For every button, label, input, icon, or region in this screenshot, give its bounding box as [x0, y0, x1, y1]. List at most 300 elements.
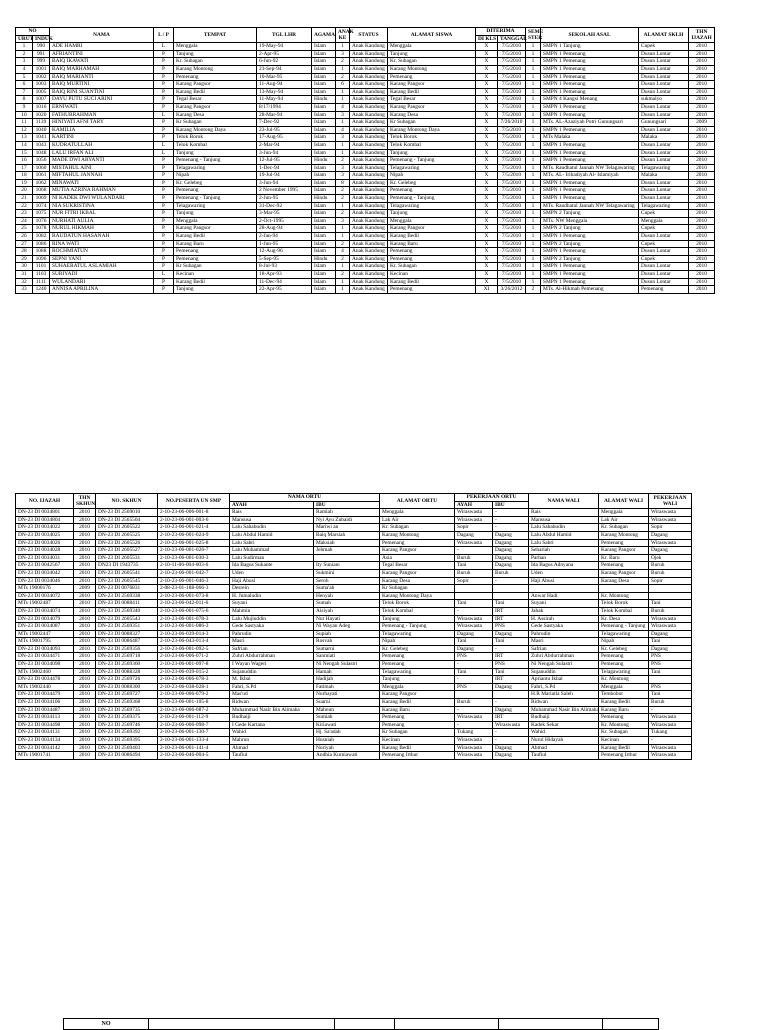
- table-cell: 2-10-23-06-001-130-7: [158, 729, 230, 737]
- table-cell: Kr Subagan: [380, 729, 455, 737]
- table-cell: 1-Jun-95: [257, 240, 312, 248]
- table-cell: MTs Malaka: [541, 134, 639, 142]
- table-cell: Kadek Sekar: [529, 721, 599, 729]
- table-cell: 1: [336, 119, 350, 127]
- table-cell: 2-10-23-06-006-078-3: [158, 676, 230, 684]
- table-cell: Lalu Muhammad: [230, 547, 314, 555]
- table-cell: Kr. Gelebeg: [388, 179, 476, 187]
- table-cell: Hadijah: [314, 676, 380, 684]
- table-cell: 1056: [33, 157, 50, 165]
- table-cell: MTs 19001741: [16, 752, 74, 760]
- table-cell: 2: [336, 73, 350, 81]
- table-cell: Lalu Abdul Hamid: [529, 531, 599, 539]
- table-cell: -: [455, 721, 493, 729]
- table-cell: Hindu: [312, 195, 336, 203]
- table-cell: Karang Pangsor: [380, 691, 455, 699]
- table-cell: 2-10-23-06-001-141-4: [158, 744, 230, 752]
- parent-row: [16, 638, 692, 646]
- table-cell: WULANDARI: [50, 278, 154, 286]
- table-cell: Pemenang: [174, 73, 257, 81]
- header-diterima: DITERIMA: [476, 28, 526, 36]
- student-row: [16, 286, 715, 294]
- table-cell: Anak Kandung: [350, 103, 388, 111]
- table-cell: 2009: [74, 585, 96, 593]
- table-cell: Kr. Subagan: [388, 58, 476, 66]
- table-cell: SMPN 1 Pemenang: [541, 149, 639, 157]
- table-cell: 7/5/2010: [498, 81, 526, 89]
- table-cell: 2-10-23-06-001-112-9: [158, 714, 230, 722]
- table-cell: I Wayan Wageri: [230, 661, 314, 669]
- table-cell: 2 November 1995: [257, 187, 312, 195]
- table-cell: Seroh: [314, 577, 380, 585]
- table-cell: 7/5/2010: [498, 172, 526, 180]
- table-cell: Anak Kandung: [350, 248, 388, 256]
- table-cell: -: [493, 699, 529, 707]
- table-cell: 2010: [74, 668, 96, 676]
- table-cell: 2010: [74, 683, 96, 691]
- table-cell: 7/5/2010: [498, 111, 526, 119]
- table-cell: H. Jumaludin: [230, 592, 314, 600]
- student-row: [16, 278, 715, 286]
- parent-row: [16, 600, 692, 608]
- table-cell: DN-23 DI 0088327: [96, 630, 158, 638]
- table-cell: SMPN 1 Pemenang: [541, 126, 639, 134]
- table-cell: SEPNI YANI: [50, 255, 154, 263]
- table-cell: 1: [526, 65, 541, 73]
- table-cell: Kr. Subagan: [174, 58, 257, 66]
- table-cell: 16: [16, 157, 33, 165]
- parent-row: [16, 653, 692, 661]
- parent-row: [16, 661, 692, 669]
- table-cell: 1040: [33, 126, 50, 134]
- blank-cell: [335, 1019, 395, 1030]
- table-cell: 28-Mar-94: [257, 111, 312, 119]
- header-alamat-ortu: ALAMAT ORTU: [380, 494, 455, 509]
- table-cell: P: [154, 233, 174, 241]
- table-cell: Karang Bedil: [174, 233, 257, 241]
- table-cell: Nurhayati: [314, 691, 380, 699]
- table-cell: 2010: [689, 50, 715, 58]
- table-cell: Telagawaring: [639, 202, 689, 210]
- table-cell: 7/5/2010: [498, 164, 526, 172]
- table-cell: Karang Pangsor: [380, 547, 455, 555]
- table-cell: Tani: [455, 638, 493, 646]
- table-cell: Dagang: [649, 645, 692, 653]
- table-cell: 2010: [74, 524, 96, 532]
- table-cell: Dagang: [493, 539, 529, 547]
- table-cell: 2010: [689, 263, 715, 271]
- table-cell: Tani: [455, 668, 493, 676]
- table-cell: 7/5/2010: [498, 240, 526, 248]
- table-cell: Anak Kandung: [350, 88, 388, 96]
- table-cell: 2010: [74, 653, 96, 661]
- table-cell: NURHATI AULIA: [50, 217, 154, 225]
- table-cell: Karang Bedil: [380, 744, 455, 752]
- table-cell: 2010: [74, 744, 96, 752]
- table-cell: Sanmiati: [314, 653, 380, 661]
- next-table-header: [63, 1018, 659, 1030]
- table-cell: 7/5/2010: [498, 255, 526, 263]
- table-cell: 3: [336, 50, 350, 58]
- table-cell: 1: [526, 248, 541, 256]
- table-cell: P: [154, 225, 174, 233]
- table-cell: Kecinan: [388, 271, 476, 279]
- student-row: [16, 88, 715, 96]
- table-cell: P: [154, 126, 174, 134]
- table-cell: -: [455, 607, 493, 615]
- table-cell: Karang Pangsor: [388, 103, 476, 111]
- table-cell: Kr. Gelebeg: [174, 179, 257, 187]
- table-cell: Dusun Lontar: [639, 149, 689, 157]
- table-cell: Lak Air: [599, 516, 649, 524]
- table-cell: Pemenang: [599, 661, 649, 669]
- table-cell: Buruh: [455, 554, 493, 562]
- table-cell: PNS: [493, 623, 529, 631]
- table-cell: P: [154, 286, 174, 294]
- table-cell: Karang Baru: [380, 706, 455, 714]
- table-cell: 28: [16, 248, 33, 256]
- table-cell: Anak Kandung: [350, 255, 388, 263]
- table-cell: 7/5/2010: [498, 103, 526, 111]
- header-agama: AGAMA: [312, 28, 336, 43]
- table-cell: MTs 19002447: [16, 630, 74, 638]
- student-row: [16, 141, 715, 149]
- table-cell: 1: [526, 73, 541, 81]
- table-cell: 1: [526, 119, 541, 127]
- table-cell: BAIQ RINI SUANTINI: [50, 88, 154, 96]
- table-cell: Dagang: [493, 562, 529, 570]
- table-cell: 2: [336, 195, 350, 203]
- table-cell: DN-23 DI 0034487: [16, 706, 74, 714]
- table-cell: 4: [336, 103, 350, 111]
- table-cell: 2010: [74, 645, 96, 653]
- table-cell: SMPN 2 Tanjung: [541, 255, 639, 263]
- table-cell: [455, 585, 493, 593]
- table-cell: 2: [16, 50, 33, 58]
- table-cell: 3: [16, 58, 33, 66]
- table-cell: 1: [16, 43, 33, 51]
- table-cell: Tegal Besar: [174, 96, 257, 104]
- table-cell: 2010: [689, 187, 715, 195]
- table-cell: P: [154, 187, 174, 195]
- table-cell: 3: [336, 217, 350, 225]
- table-cell: P: [154, 255, 174, 263]
- table-cell: Fahri, S.Pd: [529, 683, 599, 691]
- table-cell: P: [154, 134, 174, 142]
- table-cell: DN-23 DI 0088328: [96, 668, 158, 676]
- table-cell: DN-23 DI 0034479: [16, 691, 74, 699]
- table-cell: X: [476, 233, 498, 241]
- table-cell: Karang Baru: [599, 706, 649, 714]
- table-cell: 2-Oct-1995: [257, 217, 312, 225]
- student-row: [16, 126, 715, 134]
- table-cell: Islam: [312, 58, 336, 66]
- table-cell: Karang Bedil: [599, 744, 649, 752]
- table-cell: 7/5/2010: [498, 248, 526, 256]
- student-row: [16, 149, 715, 157]
- table-cell: KUDRATULLAH: [50, 141, 154, 149]
- table-cell: 1: [526, 96, 541, 104]
- table-cell: Mahrun: [230, 737, 314, 745]
- table-cell: Tukang: [649, 729, 692, 737]
- table-cell: DN-23 DI 0034031: [16, 554, 74, 562]
- table-cell: Karang Pangsor: [174, 103, 257, 111]
- table-cell: Zuhri Abdurrahman: [529, 653, 599, 661]
- table-cell: 2010: [74, 729, 96, 737]
- table-cell: SMPN 1 Pemenang: [541, 58, 639, 66]
- table-cell: 1048: [33, 149, 50, 157]
- parent-row: [16, 554, 692, 562]
- table-cell: 2-10-23-06-001-073-8: [158, 592, 230, 600]
- table-cell: Pemenang - Tanjung: [174, 157, 257, 165]
- table-cell: Menggala: [388, 217, 476, 225]
- table-cell: Anak Kandung: [350, 187, 388, 195]
- table-cell: Uden: [529, 569, 599, 577]
- table-cell: PNS: [649, 661, 692, 669]
- table-cell: Islam: [312, 73, 336, 81]
- table-cell: 1076: [33, 217, 50, 225]
- table-cell: Dusun Lontar: [639, 278, 689, 286]
- table-cell: [493, 585, 529, 593]
- table-cell: 1005: [33, 88, 50, 96]
- table-cell: Islam: [312, 225, 336, 233]
- table-cell: Tani: [493, 638, 529, 646]
- table-cell: Kr Subagan: [174, 263, 257, 271]
- table-cell: 1062: [33, 179, 50, 187]
- table-cell: Anak Kandung: [350, 278, 388, 286]
- table-cell: MTs 19002440: [16, 683, 74, 691]
- table-cell: Cupek: [639, 255, 689, 263]
- table-cell: Ojek: [649, 554, 692, 562]
- table-cell: DN-23 DI 2605531: [96, 554, 158, 562]
- table-cell: 9: [16, 103, 33, 111]
- table-cell: 7/5/2010: [498, 134, 526, 142]
- table-cell: DN-23 DI 0034026: [16, 539, 74, 547]
- table-cell: 2010: [689, 195, 715, 203]
- table-cell: 1007: [33, 96, 50, 104]
- table-cell: DN-23 DI 2569403: [96, 744, 158, 752]
- table-cell: Safrian: [230, 645, 314, 653]
- header-semester: SEME STER: [526, 28, 541, 43]
- table-cell: Cupek: [639, 43, 689, 51]
- table-cell: MTs. NW Menggala: [541, 217, 639, 225]
- table-cell: Tanjung: [174, 149, 257, 157]
- student-row: [16, 210, 715, 218]
- table-cell: X: [476, 149, 498, 157]
- table-cell: Pemenang: [380, 714, 455, 722]
- parent-row: [16, 706, 692, 714]
- table-cell: X: [476, 187, 498, 195]
- table-cell: Karang Montong: [388, 65, 476, 73]
- table-cell: Karang Montong: [380, 531, 455, 539]
- table-cell: 7/5/2010: [498, 58, 526, 66]
- student-row: [16, 225, 715, 233]
- student-row: [16, 263, 715, 271]
- table-cell: 1: [336, 149, 350, 157]
- table-cell: 2010: [74, 721, 96, 729]
- table-cell: 7/5/2010: [498, 141, 526, 149]
- table-cell: 3-Jun-94: [257, 179, 312, 187]
- table-cell: 1: [526, 278, 541, 286]
- table-cell: DN-23 DI 0034804: [16, 516, 74, 524]
- table-cell: MISTAHUL AINI: [50, 164, 154, 172]
- parent-table-body: [16, 509, 692, 760]
- table-cell: 4: [16, 65, 33, 73]
- table-cell: Pemenang: [174, 187, 257, 195]
- table-cell: Pemenang: [599, 714, 649, 722]
- table-cell: DN-23 DI 2569351: [96, 623, 158, 631]
- table-cell: Lalu Sabri: [230, 539, 314, 547]
- table-cell: DN-23 DI 0034074: [16, 607, 74, 615]
- table-cell: DN-23 DI 0034134: [16, 737, 74, 745]
- table-cell: Asia: [380, 554, 455, 562]
- table-cell: 23: [16, 210, 33, 218]
- table-cell: Islam: [312, 263, 336, 271]
- table-cell: DN-23 DI 0034142: [16, 744, 74, 752]
- table-cell: 2010: [689, 255, 715, 263]
- student-row: [16, 96, 715, 104]
- table-cell: Pemenang - Tanjung: [388, 157, 476, 165]
- table-cell: SMPN 1 Pemenang: [541, 179, 639, 187]
- table-cell: [493, 592, 529, 600]
- table-cell: DN23 DI 1943735: [96, 562, 158, 570]
- table-cell: Islam: [312, 240, 336, 248]
- table-cell: SMPN 2 Tanjung: [541, 240, 639, 248]
- header-nama-wali: NAMA WALI: [529, 494, 599, 509]
- table-cell: Islam: [312, 50, 336, 58]
- parent-row: [16, 577, 692, 585]
- table-cell: 2010: [689, 172, 715, 180]
- table-cell: 15: [16, 149, 33, 157]
- table-cell: Dagang: [649, 630, 692, 638]
- table-cell: 11-Aug-94: [257, 81, 312, 89]
- table-cell: Pahrudin: [529, 630, 599, 638]
- table-cell: Sopir: [649, 577, 692, 585]
- parent-row: [16, 531, 692, 539]
- table-cell: 1: [336, 141, 350, 149]
- table-cell: Anak Kandung: [350, 286, 388, 294]
- table-cell: Kecinan: [380, 737, 455, 745]
- table-cell: 13-May-94: [257, 88, 312, 96]
- table-cell: RINA WATI: [50, 240, 154, 248]
- table-cell: 2010: [689, 202, 715, 210]
- table-cell: 1: [526, 263, 541, 271]
- table-cell: Wiraswasta: [455, 737, 493, 745]
- table-cell: DN-23 DI 0034028: [16, 547, 74, 555]
- table-cell: Taufiul: [529, 752, 599, 760]
- table-cell: MADE DWI ARYANTI: [50, 157, 154, 165]
- table-cell: 1002: [33, 73, 50, 81]
- parent-row: [16, 691, 692, 699]
- table-cell: [314, 554, 380, 562]
- table-cell: 8: [16, 96, 33, 104]
- table-cell: Dusun Lontar: [639, 65, 689, 73]
- table-cell: Anak Kandung: [350, 96, 388, 104]
- table-cell: 2010: [74, 714, 96, 722]
- table-cell: Anak Kandung: [350, 179, 388, 187]
- parent-row: [16, 744, 692, 752]
- table-cell: Ramlah: [314, 509, 380, 517]
- table-cell: Telok Borok: [380, 600, 455, 608]
- table-cell: Karang Baru: [174, 240, 257, 248]
- table-cell: Kiriawati: [314, 721, 380, 729]
- table-cell: 19-May-94: [257, 43, 312, 51]
- table-cell: Mariwi an: [314, 524, 380, 532]
- table-cell: IRT: [493, 714, 529, 722]
- table-cell: P: [154, 58, 174, 66]
- table-cell: 2: [336, 271, 350, 279]
- table-cell: Kr. Subagan: [599, 524, 649, 532]
- table-cell: Lalu Sahabudin: [230, 524, 314, 532]
- table-cell: 1060: [33, 164, 50, 172]
- table-cell: Tanjung: [388, 50, 476, 58]
- table-cell: Lalu Sahabudin: [529, 524, 599, 532]
- table-cell: SMPN 1 Pemenang: [541, 263, 639, 271]
- table-cell: 2-10-23-06-042-011-6: [158, 600, 230, 608]
- table-cell: 1: [526, 134, 541, 142]
- table-cell: 1020: [33, 111, 50, 119]
- table-cell: 1061: [33, 172, 50, 180]
- table-cell: 2: [336, 240, 350, 248]
- table-cell: Budhaiji: [529, 714, 599, 722]
- table-cell: DN-23 DI 2569392: [96, 729, 158, 737]
- table-cell: Anak Kandung: [350, 172, 388, 180]
- table-cell: DN-23 DI 0034093: [16, 645, 74, 653]
- table-cell: SMPN 1 Pemenang: [541, 278, 639, 286]
- table-cell: Dagang: [493, 630, 529, 638]
- table-cell: Ni Wayan Adeg: [314, 623, 380, 631]
- table-cell: -: [493, 577, 529, 585]
- table-cell: Anak Kandung: [350, 58, 388, 66]
- table-cell: DN-23 DI 2569375: [96, 714, 158, 722]
- table-cell: 1088: [33, 248, 50, 256]
- table-cell: Anak Kandung: [350, 81, 388, 89]
- table-cell: Karang Desa: [388, 111, 476, 119]
- table-cell: 30: [16, 263, 33, 271]
- table-cell: DN-23 DI 2569395: [96, 737, 158, 745]
- table-cell: SMPN 1 Pemenang: [541, 195, 639, 203]
- table-cell: NI KADEK DWI WULANDARI: [50, 195, 154, 203]
- table-cell: 2-10-23-06-006-071-2: [158, 653, 230, 661]
- table-cell: 2010: [689, 73, 715, 81]
- table-cell: M. Ikbal: [230, 676, 314, 684]
- table-cell: Islam: [312, 119, 336, 127]
- table-cell: 4: [336, 248, 350, 256]
- parent-row: [16, 524, 692, 532]
- table-cell: 2010: [74, 562, 96, 570]
- table-cell: Sujanuddin: [230, 668, 314, 676]
- parent-row: [16, 569, 692, 577]
- table-cell: X: [476, 126, 498, 134]
- table-cell: DN-23 DI 2569356: [96, 645, 158, 653]
- table-cell: 2010: [689, 240, 715, 248]
- table-cell: Tani: [649, 691, 692, 699]
- parent-row: [16, 592, 692, 600]
- table-cell: 7/5/2010: [498, 50, 526, 58]
- table-cell: Telagawaring: [380, 630, 455, 638]
- table-cell: P: [154, 202, 174, 210]
- table-cell: 2-10-11-06-004-003-6: [158, 562, 230, 570]
- table-cell: 3: [336, 164, 350, 172]
- table-cell: Anak Kandung: [350, 164, 388, 172]
- table-cell: Pemenang: [388, 255, 476, 263]
- table-cell: 2-Jan-94: [257, 233, 312, 241]
- table-cell: 2-10-23-06-001-046-3: [158, 577, 230, 585]
- table-cell: 1240: [33, 286, 50, 294]
- table-cell: SMPN 1 Pemenang: [541, 233, 639, 241]
- table-cell: Cupek: [639, 210, 689, 218]
- table-cell: Sopir: [455, 577, 493, 585]
